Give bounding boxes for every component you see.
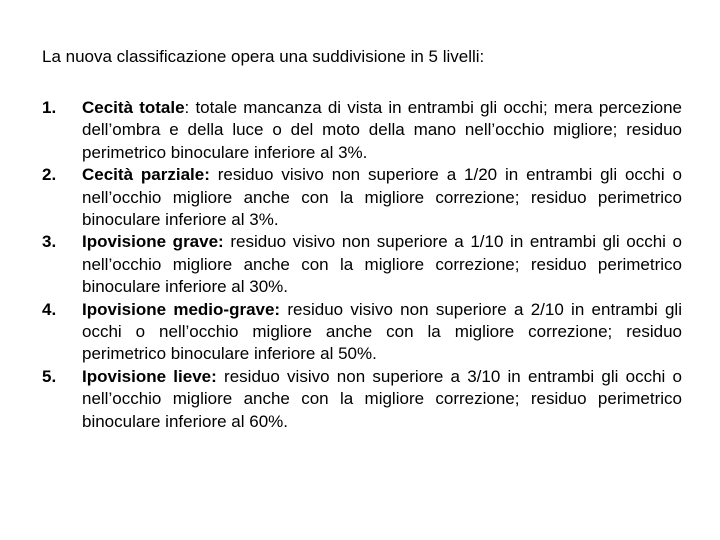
- list-item-separator: [217, 367, 224, 386]
- list-item-number: 4.: [42, 299, 57, 319]
- list-item-text: residuo visivo non superiore a 1/20 in entrambi gli occhi o nell’occhio migliore anche con la migliore correzione; residuo perimetrico binoculare inferiore al 3%.: [82, 165, 682, 230]
- list-item-level-1: [42, 97, 682, 164]
- levels-list: [42, 97, 682, 433]
- list-item-term: Cecità parziale:: [82, 165, 210, 185]
- list-item-text: totale mancanza di vista in entrambi gli occhi; mera percezione dell’ombra e della luce o del moto della mano nell’occhio migliore; residuo perimetrico binoculare inferiore al 3%.: [82, 98, 682, 162]
- list-item-text: residuo visivo non superiore a 3/10 in entrambi gli occhi o nell’occhio migliore anche con la migliore correzione; residuo perimetrico binoculare inferiore al 60%.: [82, 366, 683, 431]
- list-item-level-5: [42, 366, 682, 433]
- list-item-term: Cecità totale: [82, 98, 185, 117]
- list-item-separator: :: [184, 98, 196, 117]
- list-item-term: Ipovisione grave:: [82, 232, 224, 252]
- list-item-separator: [210, 165, 218, 184]
- list-item-term: Ipovisione lieve:: [82, 366, 217, 386]
- list-item-number: 1.: [42, 98, 57, 117]
- intro-text: La nuova classificazione opera una suddivisione in 5 livelli:: [42, 47, 485, 66]
- list-item-number: 5.: [42, 366, 57, 386]
- list-item-level-4: [42, 299, 682, 366]
- list-item-number: 3.: [42, 232, 57, 252]
- list-item-level-2: [42, 164, 682, 231]
- list-item-number: 2.: [42, 165, 57, 185]
- list-item-level-3: [42, 231, 682, 298]
- list-item-text: residuo visivo non superiore a 1/10 in entrambi gli occhi o nell’occhio migliore anche con la migliore correzione; residuo perimetrico binoculare inferiore al 30%.: [82, 232, 683, 297]
- list-item-text: residuo visivo non superiore a 2/10 in entrambi gli occhi o nell’occhio migliore anche con la migliore correzione; residuo perimetrico binoculare inferiore al 50%.: [82, 299, 682, 364]
- list-item-term: Ipovisione medio-grave:: [82, 299, 281, 319]
